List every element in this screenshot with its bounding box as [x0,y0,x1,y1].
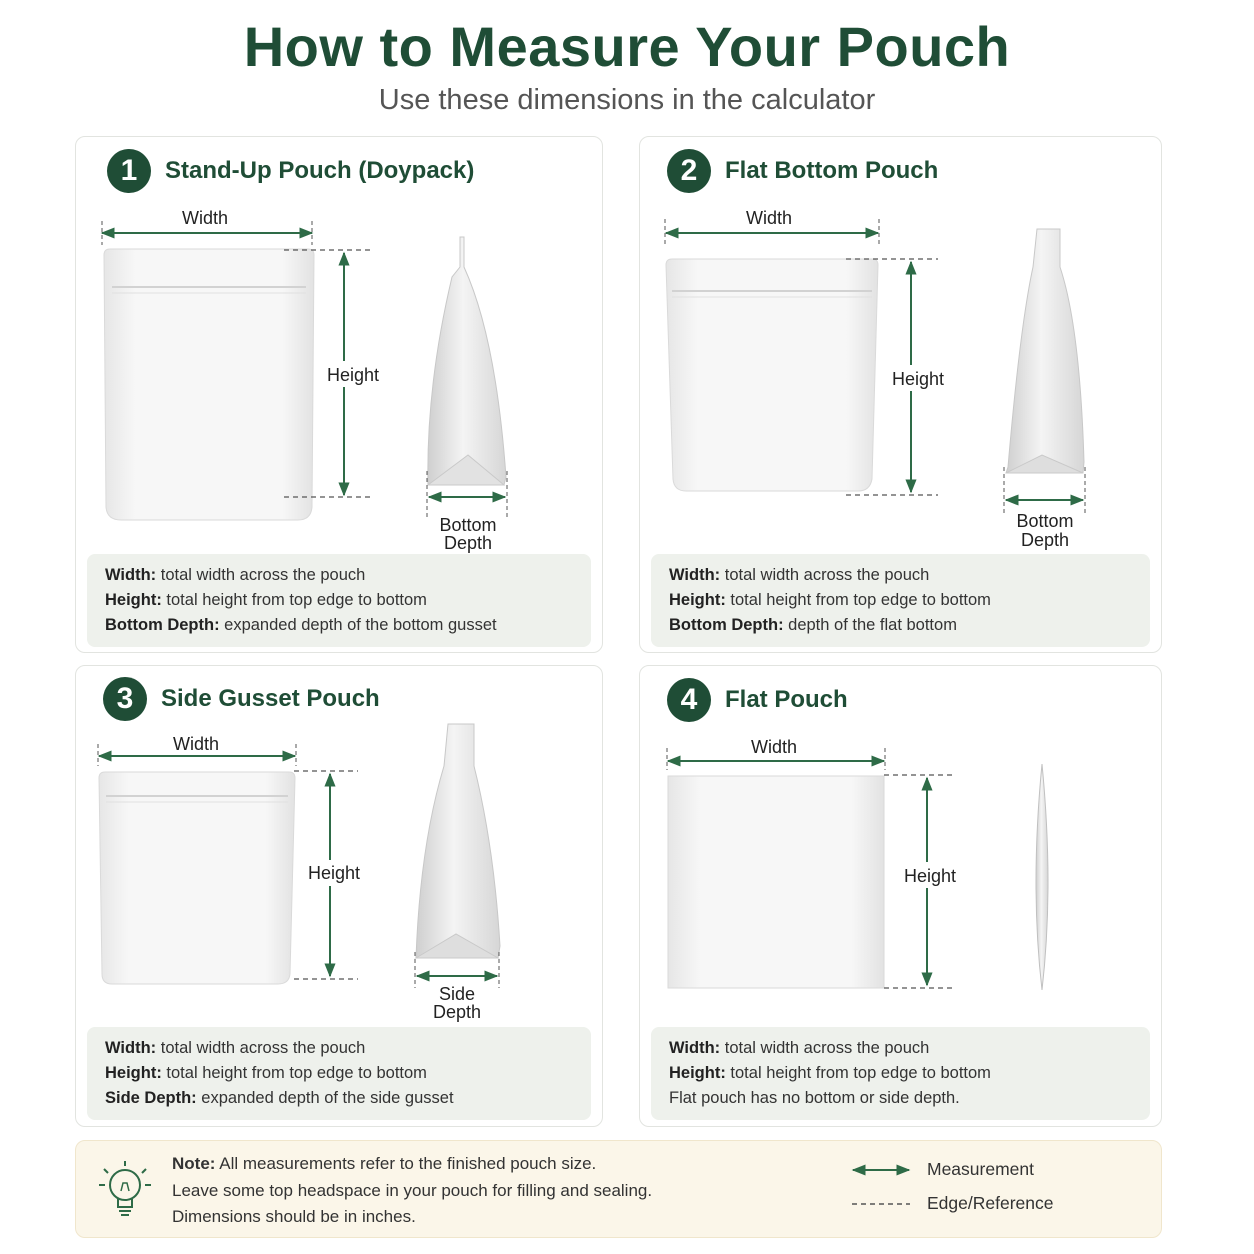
description-panel [651,1027,1150,1120]
card-title: Stand-Up Pouch (Doypack) [165,157,475,184]
description-line: Width: total width across the pouch [105,1039,366,1057]
card-title: Flat Pouch [725,686,848,713]
note-text: Note: All measurements refer to the finished pouch size. Leave some top headspace in your pouch for filling and sealing. Dimensions should be in inches. [172,1154,653,1226]
card-flat-bottom-pouch [639,136,1162,653]
card-header [107,149,474,193]
description-panel [651,554,1150,647]
note-panel [75,1140,1162,1238]
width-label: Width [745,208,793,228]
description-panel [87,1027,591,1120]
description-line: Height: total height from top edge to bottom [669,591,991,609]
pouch-front-illustration [104,249,314,520]
depth-label-line1: Side [438,984,476,1004]
depth-label-line2: Depth [1020,530,1070,550]
description-panel [87,554,591,647]
card-header [103,677,380,721]
depth-label-line2: Depth [432,1002,482,1022]
step-badge: 1 [107,149,151,193]
lightbulb-icon [96,1155,156,1225]
card-flat-pouch [639,665,1162,1127]
description-line: Bottom Depth: expanded depth of the bottom gusset [105,616,497,634]
step-badge: 3 [103,677,147,721]
pouch-side-illustration [1036,764,1048,990]
description-line: Bottom Depth: depth of the flat bottom [669,616,957,634]
description-line: Height: total height from top edge to bottom [669,1064,991,1082]
description-line: Width: total width across the pouch [669,1039,930,1057]
legend-measurement: Measurement [851,1159,1034,1180]
card-header [667,678,848,722]
height-label: Height [307,863,361,883]
description-line: Height: total height from top edge to bottom [105,591,427,609]
height-label: Height [326,365,380,385]
double-arrow-icon [851,1163,911,1177]
pouch-side-illustration [1006,229,1084,473]
card-stand-up-pouch [75,136,603,653]
pouch-front-illustration [99,772,295,984]
card-side-gusset-pouch [75,665,603,1127]
width-label: Width [750,737,798,757]
depth-label-line1: Bottom [1016,511,1074,531]
card-title: Flat Bottom Pouch [725,157,939,184]
depth-label-line1: Bottom [439,515,497,535]
card-header [667,149,938,193]
description-line: Width: total width across the pouch [105,566,366,584]
width-label: Width [172,734,220,754]
depth-label-line2: Depth [443,533,493,553]
card-title: Side Gusset Pouch [161,685,380,712]
step-badge: 2 [667,149,711,193]
pouch-front-illustration [666,259,878,491]
pouch-side-illustration [416,724,500,958]
page-subtitle: Use these dimensions in the calculator [378,84,876,116]
description-line: Height: total height from top edge to bottom [105,1064,427,1082]
height-label: Height [903,866,957,886]
page-title: How to Measure Your Pouch [243,15,1011,78]
width-label: Width [181,208,229,228]
height-label: Height [891,369,945,389]
description-line: Side Depth: expanded depth of the side gusset [105,1089,454,1107]
step-badge: 4 [667,678,711,722]
pouch-front-illustration [668,776,884,988]
legend-edge-reference: Edge/Reference [851,1193,1053,1214]
pouch-side-illustration [428,237,506,485]
description-line: Width: total width across the pouch [669,566,930,584]
note-key: Note: [172,1154,216,1173]
dashed-line-icon [851,1197,911,1211]
description-line: Flat pouch has no bottom or side depth. [669,1089,960,1107]
